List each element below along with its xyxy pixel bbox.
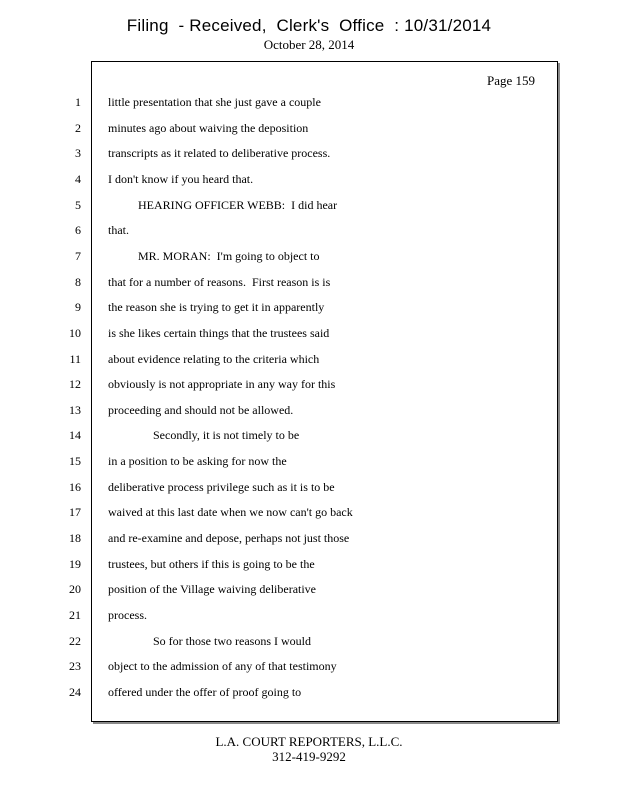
line-text: trustees, but others if this is going to be the — [108, 556, 315, 571]
line-number: 2 — [75, 120, 81, 135]
line-text: deliberative process privilege such as it is to be — [108, 479, 335, 494]
line-text: that. — [108, 223, 129, 238]
transcript-date: October 28, 2014 — [263, 37, 355, 52]
line-number: 17 — [69, 505, 81, 520]
line-number: 4 — [75, 171, 81, 186]
line-text: waived at this last date when we now can't go back — [108, 505, 353, 520]
line-text: transcripts as it related to deliberative process. — [108, 146, 331, 161]
line-number: 21 — [69, 608, 81, 622]
line-text: offered under the offer of proof going to — [108, 684, 302, 699]
reporter-phone: 312-419-9292 — [272, 749, 346, 764]
line-number: 9 — [75, 300, 81, 315]
line-number: 14 — [69, 428, 81, 443]
line-number: 6 — [75, 223, 81, 238]
line-number: 3 — [75, 146, 81, 161]
line-text: MR. MORAN: I'm going to object to — [108, 248, 320, 263]
line-text: process. — [108, 608, 147, 622]
line-text: So for those two reasons I would — [108, 633, 311, 648]
line-text: object to the admission of any of that testimony — [108, 659, 337, 674]
line-text: I don't know if you heard that. — [108, 171, 254, 186]
line-text: that for a number of reasons. First reason is is — [108, 274, 331, 289]
line-number: 13 — [69, 402, 81, 417]
line-number: 12 — [69, 377, 81, 392]
line-text: the reason she is trying to get it in apparently — [108, 300, 325, 315]
reporter-company: L.A. COURT REPORTERS, L.L.C. — [215, 734, 403, 749]
line-number: 18 — [69, 531, 81, 546]
line-text: obviously is not appropriate in any way for this — [108, 377, 336, 392]
line-number: 8 — [75, 274, 81, 289]
line-text: little presentation that she just gave a couple — [108, 95, 321, 109]
line-text: and re-examine and depose, perhaps not just those — [108, 531, 350, 546]
line-text: proceeding and should not be allowed. — [108, 402, 294, 417]
line-number: 23 — [69, 659, 81, 674]
line-number: 5 — [75, 197, 81, 212]
line-number: 19 — [69, 556, 81, 571]
line-text: minutes ago about waiving the deposition — [108, 120, 309, 135]
line-text: HEARING OFFICER WEBB: I did hear — [108, 197, 338, 212]
line-text: position of the Village waiving deliberative — [108, 582, 317, 597]
line-number: 7 — [75, 248, 81, 263]
line-number: 16 — [69, 479, 81, 494]
line-number: 11 — [69, 351, 81, 366]
line-text: in a position to be asking for now the — [108, 454, 287, 469]
line-text: Secondly, it is not timely to be — [108, 428, 300, 443]
line-number: 22 — [69, 633, 81, 648]
line-number: 1 — [75, 95, 81, 109]
line-text: is she likes certain things that the trustees said — [108, 325, 330, 340]
line-number: 15 — [69, 454, 81, 469]
line-number: 20 — [69, 582, 81, 597]
line-text: about evidence relating to the criteria which — [108, 351, 320, 366]
filing-stamp: Filing - Received, Clerk's Office : 10/31/2014 — [126, 16, 492, 35]
line-number: 24 — [69, 684, 81, 699]
page-number: Page 159 — [486, 73, 535, 88]
line-number: 10 — [69, 325, 81, 340]
